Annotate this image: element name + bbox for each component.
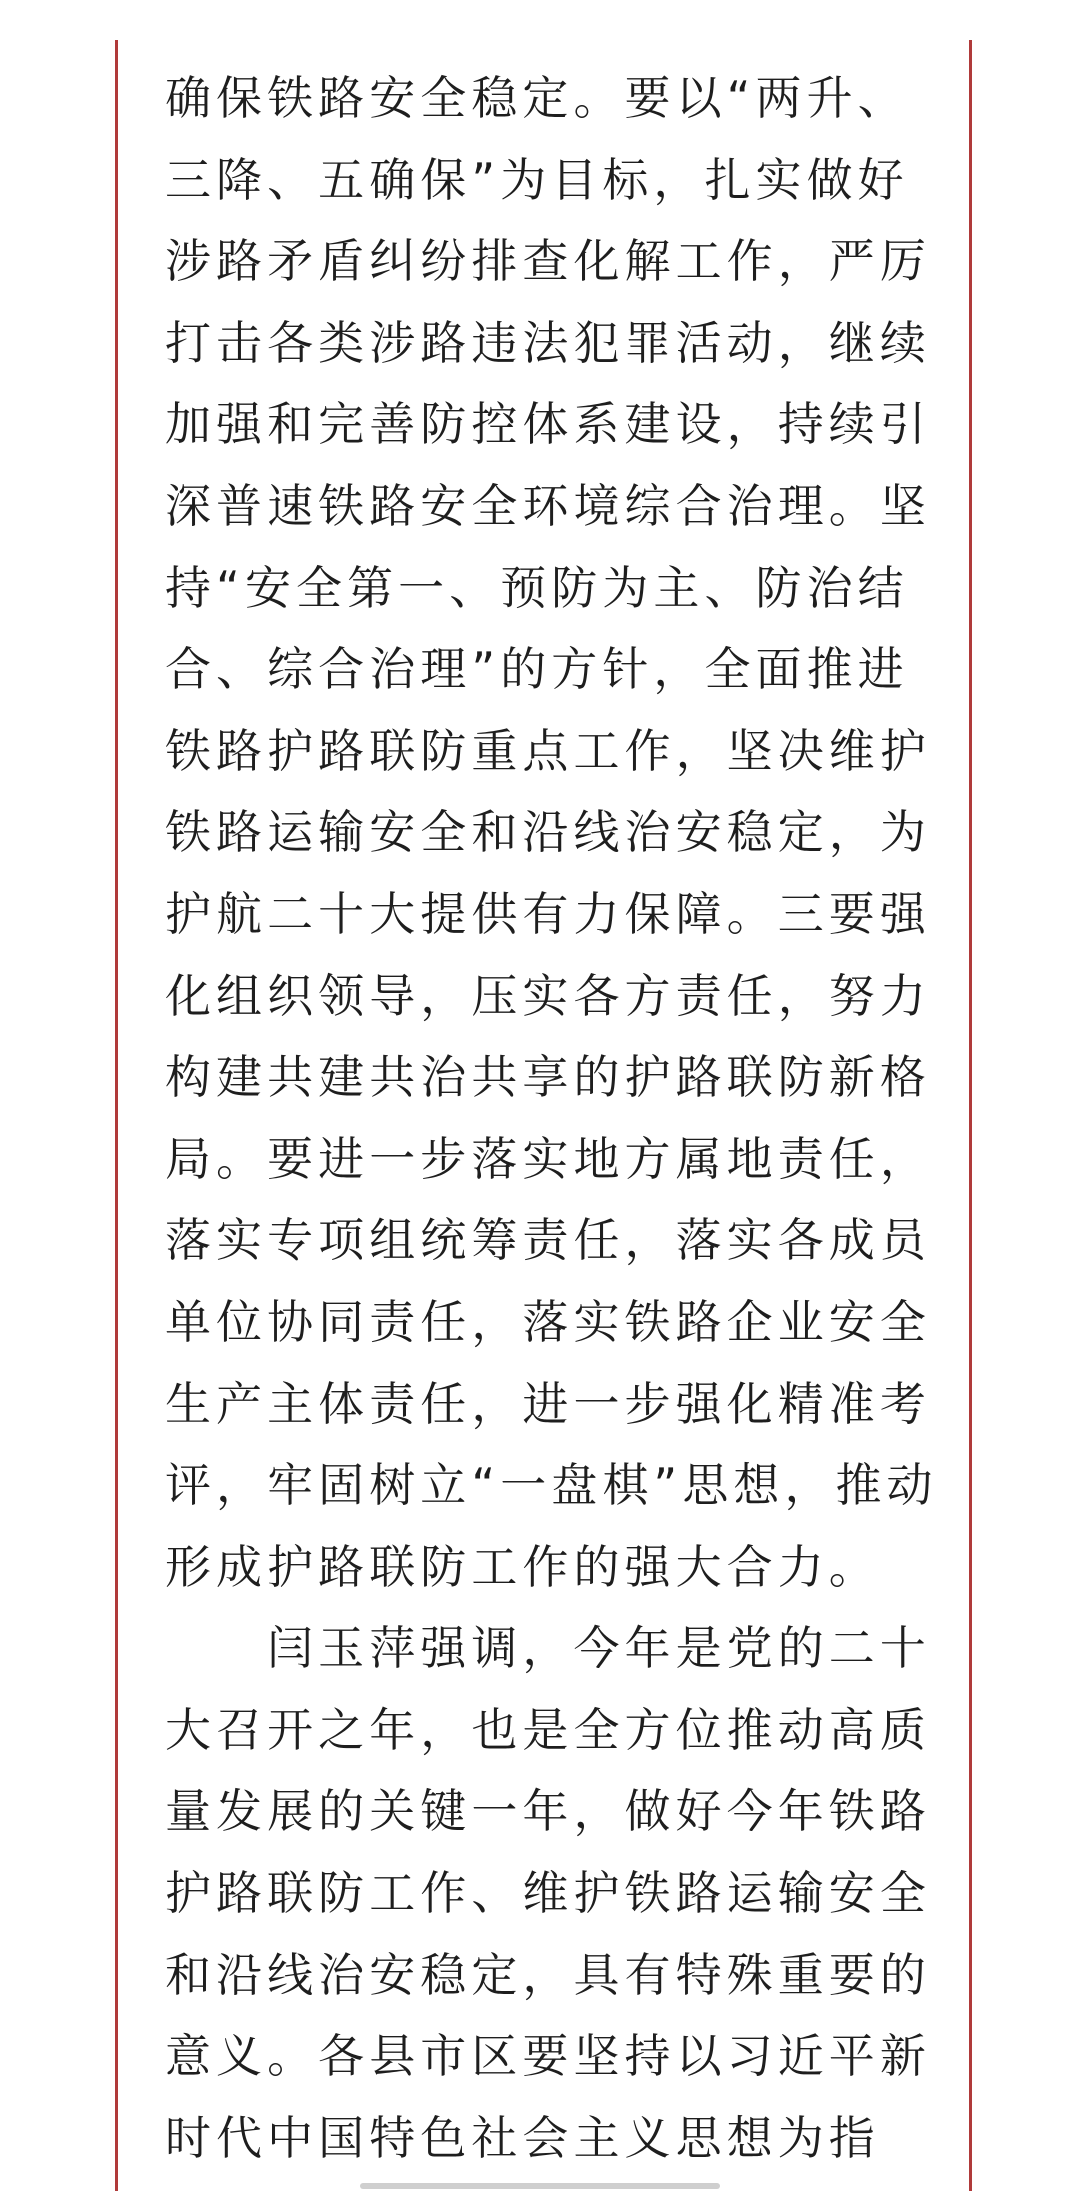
article-line: 形成护路联防工作的强大合力。 — [165, 1539, 880, 1594]
article-line: 量发展的关键一年，做好今年铁路 — [165, 1784, 931, 1839]
article-line: 护路联防工作、维护铁路运输安全 — [165, 1866, 931, 1921]
article-line: 护航二十大提供有力保障。三要强 — [165, 886, 931, 941]
left-border-rule — [115, 40, 118, 2191]
article-line: 打击各类涉路违法犯罪活动，继续 — [165, 315, 931, 370]
article-line: 三降、五确保”为目标，扎实做好 — [165, 152, 909, 207]
article-line: 单位协同责任，落实铁路企业安全 — [165, 1294, 931, 1349]
article-line: 合、综合治理”的方针，全面推进 — [165, 642, 909, 697]
article-line: 涉路矛盾纠纷排查化解工作，严厉 — [165, 234, 931, 289]
article-line: 评，牢固树立“一盘棋”思想，推动 — [165, 1458, 938, 1513]
article-line: 确保铁路安全稳定。要以“两升、 — [165, 71, 909, 125]
article-line: 加强和完善防控体系建设，持续引 — [165, 397, 931, 452]
article-line: 构建共建共治共享的护路联防新格 — [165, 1050, 931, 1105]
article-line: 化组织领导，压实各方责任，努力 — [165, 968, 931, 1023]
article-line: 时代中国特色社会主义思想为指 — [165, 2110, 880, 2165]
article-line: 大召开之年，也是全方位推动高质 — [165, 1702, 931, 1757]
article-body — [165, 58, 938, 2179]
article-line: 落实专项组统筹责任，落实各成员 — [165, 1213, 931, 1268]
article-line: 生产主体责任，进一步强化精准考 — [165, 1376, 931, 1431]
home-indicator[interactable] — [360, 2183, 720, 2189]
article-line: 和沿线治安稳定，具有特殊重要的 — [165, 1947, 931, 2002]
article-line: 意义。各县市区要坚持以习近平新 — [165, 2029, 931, 2084]
right-border-rule — [969, 40, 972, 2191]
article-line: 闫玉萍强调，今年是党的二十 — [165, 1621, 931, 1676]
article-line: 铁路护路联防重点工作，坚决维护 — [165, 723, 931, 778]
article-line: 深普速铁路安全环境综合治理。坚 — [165, 478, 931, 533]
article-line: 局。要进一步落实地方属地责任， — [165, 1131, 931, 1186]
article-line: 铁路运输安全和沿线治安稳定，为 — [165, 805, 931, 860]
article-line: 持“安全第一、预防为主、防治结 — [165, 560, 909, 615]
